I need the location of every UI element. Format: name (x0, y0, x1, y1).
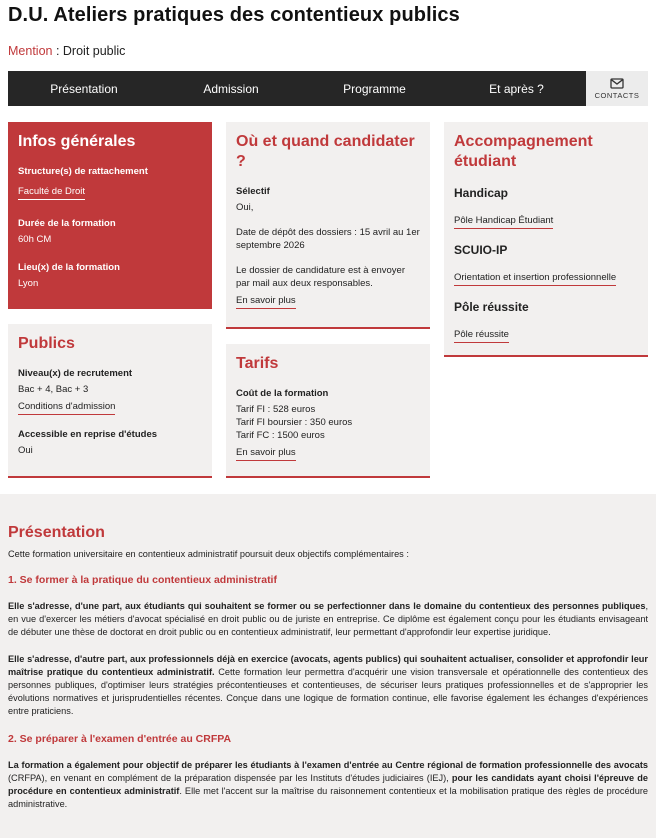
paragraph-1-rest: , en vue d'exercer les métiers d'avocat spécialisé en droit public ou de juriste en entreprise. Ce diplôme est également conçu pour les étudiants envisageant de débuter une thèse de doctorat en droit public ou en contentieux administratif, leur permettant d'approfondir leur expertise juridique. (8, 601, 648, 637)
dossier-text: Le dossier de candidature est à envoyer par mail aux deux responsables. (236, 265, 405, 289)
paragraph-3-mid: (CRFPA), en venant en complément de la préparation dispensée par les Instituts d'études judiciaires (IEJ), (8, 773, 452, 783)
envelope-icon (610, 78, 624, 89)
duree-value: 60h CM (18, 234, 52, 245)
mention (8, 44, 125, 58)
tarif-fi-boursier: Tarif FI boursier : 350 euros (236, 417, 353, 428)
paragraph-3-rest: . Elle met l'accent sur la maîtrise du raisonnement contentieux et la mobilisation pratique des règles de procédure administrative. (8, 786, 648, 809)
main-nav (8, 71, 648, 106)
cout-label: Coût de la formation (236, 388, 329, 399)
paragraph-3-bold-2: pour les candidats ayant choisi l'épreuve de procédure en contentieux administratif (8, 773, 648, 796)
scuio-heading: SCUIO-IP (454, 243, 508, 257)
tarif-fi: Tarif FI : 528 euros (236, 404, 316, 415)
niveau-value: Bac + 4, Bac + 3 (18, 384, 89, 395)
tarif-fc: Tarif FC : 1500 euros (236, 430, 325, 441)
accompagnement-title: Accompagnement étudiant (454, 133, 593, 170)
presentation-title: Présentation (8, 524, 105, 541)
orientation-link[interactable]: Orientation et insertion professionnelle (454, 271, 616, 286)
paragraph-2 (8, 653, 648, 718)
mention-label: Mention (8, 44, 53, 58)
conditions-admission-link[interactable]: Conditions d'admission (18, 400, 115, 415)
reprise-label: Accessible en reprise d'études (18, 429, 158, 440)
duree-label: Durée de la formation (18, 218, 116, 229)
infos-title: Infos générales (18, 133, 136, 150)
contacts-label: CONTACTS (594, 90, 640, 100)
selectif-label: Sélectif (236, 186, 270, 197)
nav-tab-admission[interactable]: Admission (203, 81, 259, 96)
paragraph-1-bold: Elle s'adresse, d'une part, aux étudiants qui souhaitent se former ou se perfectionner dans le domaine du contentieux des personnes publiques (8, 601, 646, 611)
structure-label: Structure(s) de rattachement (18, 166, 148, 177)
reprise-value: Oui (18, 445, 33, 456)
mention-value: : Droit public (52, 44, 126, 58)
presentation-intro: Cette formation universitaire en contentieux administratif poursuit deux objectifs complémentaires : (8, 549, 409, 559)
objective-2-heading: 2. Se préparer à l'examen d'entrée au CRFPA (8, 733, 232, 745)
handicap-heading: Handicap (454, 186, 509, 200)
contacts-button[interactable] (586, 71, 648, 106)
candidater-more-link[interactable]: En savoir plus (236, 294, 296, 309)
structure-link[interactable]: Faculté de Droit (18, 185, 85, 200)
lieu-label: Lieu(x) de la formation (18, 262, 120, 273)
tarifs-more-link[interactable]: En savoir plus (236, 446, 296, 461)
accompagnement-card (444, 122, 648, 357)
infos-generales-card (8, 122, 212, 309)
publics-card (8, 324, 212, 478)
paragraph-2-bold: Elle s'adresse, d'autre part, aux professionnels déjà en exercice (avocats, agents publics) qui souhaitent actualiser, consolider et approfondir leur maîtrise pratique du contentieux administratif. (8, 654, 648, 677)
paragraph-1 (8, 600, 648, 639)
nav-tab-et-apres[interactable]: Et après ? (489, 81, 544, 96)
pole-reussite-heading: Pôle réussite (454, 300, 529, 314)
nav-tab-presentation[interactable]: Présentation (50, 81, 118, 96)
lieu-value: Lyon (18, 278, 39, 289)
publics-title: Publics (18, 335, 75, 352)
date-depot-text: Date de dépôt des dossiers : 15 avril au 1er septembre 2026 (236, 227, 420, 251)
pole-handicap-link[interactable]: Pôle Handicap Étudiant (454, 214, 553, 229)
presentation-section (0, 494, 656, 838)
selectif-value: Oui, (236, 202, 254, 213)
objective-1-heading: 1. Se former à la pratique du contentieux administratif (8, 574, 277, 586)
paragraph-2-rest: Cette formation leur permettra d'acquérir une vision transversale et opérationnelle des contentieux des personnes publiques, d'optimiser leurs stratégies précontentieuses et contentieuses, de sécuriser leurs pratiques professionnelles et de s'approprier les évolutions normatives et jurisprudentielles récentes. Conçue dans une logique de formation continue, elle favorise également les échanges d'expériences entre praticiens. (8, 667, 648, 716)
paragraph-3 (8, 759, 648, 811)
pole-reussite-link[interactable]: Pôle réussite (454, 328, 509, 343)
paragraph-3-bold: La formation a également pour objectif de préparer les étudiants à l'examen d'entrée au Centre régional de formation professionnelle des avocats (8, 760, 648, 770)
tarifs-title: Tarifs (236, 355, 279, 372)
niveau-label: Niveau(x) de recrutement (18, 368, 133, 379)
nav-tab-programme[interactable]: Programme (343, 81, 406, 96)
candidater-title: Où et quand candidater ? (236, 133, 415, 170)
tarifs-card (226, 344, 430, 478)
candidater-card (226, 122, 430, 329)
page-title: D.U. Ateliers pratiques des contentieux publics (8, 4, 460, 26)
